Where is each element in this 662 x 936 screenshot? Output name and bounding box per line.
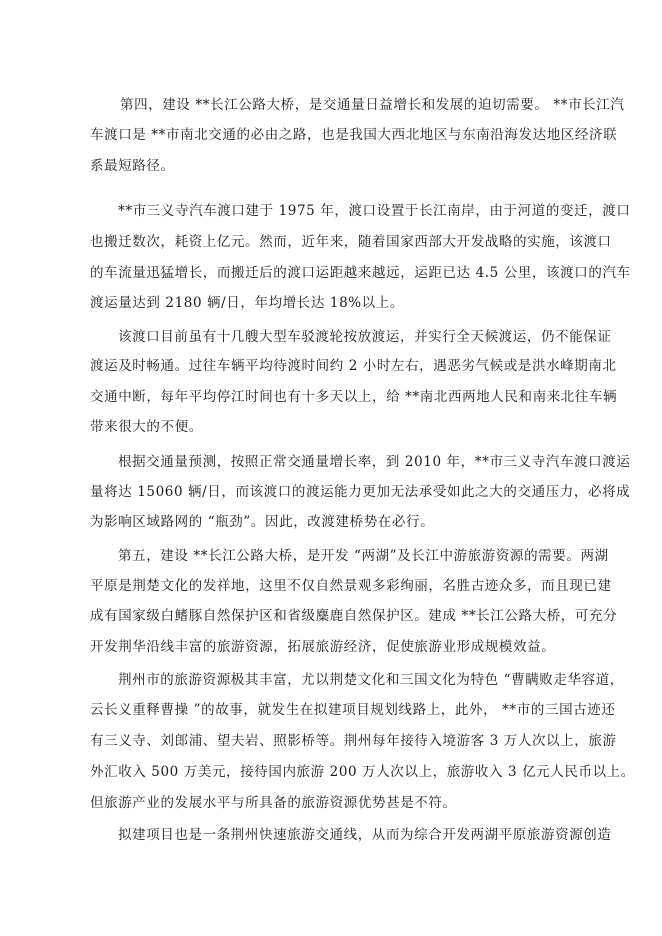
text-line: 该渡口目前虽有十几艘大型车驳渡轮按放渡运，并实行全天候渡运，仍不能保证 <box>118 329 612 345</box>
text-line: 外汇收入 500 万美元，接待国内旅游 200 万人次以上，旅游收入 3 亿元人民币以上。 <box>90 764 635 780</box>
text-line: 但旅游产业的发展水平与所具备的旅游资源优势甚是不符。 <box>90 795 457 811</box>
text-line: 渡运量达到 2180 辆/日，年均增长达 18%以上。 <box>90 295 404 311</box>
text-line: 第五，建设 **长江公路大桥，是开发 “两湖”及长江中游旅游资源的需要。两湖 <box>118 548 609 564</box>
text-line: 系最短路径。 <box>90 158 175 174</box>
text-line: 带来很大的不便。 <box>90 419 203 435</box>
text-line: 拟建项目也是一条荆州快速旅游交通线，从而为综合开发两湖平原旅游资源创造 <box>118 827 612 843</box>
text-line: 渡运及时畅通。过往车辆平均待渡时间约 2 小时左右，遇恶劣气候或是洪水峰期南北 <box>90 358 617 374</box>
text-line: 也搬迁数次，耗资上亿元。然而，近年来，随着国家西部大开发战略的实施，该渡口 <box>90 234 612 250</box>
text-line: 平原是荆楚文化的发祥地，这里不仅自然景观多彩绚丽，名胜古迹众多，而且现已建 <box>90 578 612 594</box>
text-line: 交通中断，每年平均停江时间也有十多天以上，给 **南北西两地人民和南来北往车辆 <box>90 389 618 405</box>
text-line: 车渡口是 **市南北交通的必由之路，也是我国大西北地区与东南沿海发达地区经济联 <box>90 127 618 143</box>
text-line: **市三义寺汽车渡口建于 1975 年，渡口设置于长江南岸，由于河道的变迁，渡口 <box>118 203 631 219</box>
text-line: 成有国家级白鳍豚自然保护区和省级麋鹿自然保护区。建成 **长江公路大桥，可充分 <box>90 608 618 624</box>
text-line: 有三义寺、刘郎浦、望夫岩、照影桥等。荆州每年接待入境游客 3 万人次以上，旅游 <box>90 733 617 749</box>
text-line: 第四，建设 **长江公路大桥，是交通量日益增长和发展的迫切需要。 **市长江汽 <box>120 97 625 113</box>
text-line: 的车流量迅猛增长，而搬迁后的渡口运距越来越远，运距已达 4.5 公里，该渡口的汽车 <box>90 265 631 281</box>
text-line: 为影响区域路网的 “瓶劲”。因此，改渡建桥势在必行。 <box>90 514 435 530</box>
text-line: 云长义重释曹操 ”的故事，就发生在拟建项目规划线路上，此外， **市的三国古迹还 <box>90 702 616 718</box>
text-line: 量将达 15060 辆/日，而该渡口的渡运能力更加无法承受如此之大的交通压力，必将成 <box>90 484 631 500</box>
text-line: 根据交通量预测，按照正常交通量增长率，到 2010 年，**市三义寺汽车渡口渡运 <box>118 454 631 470</box>
text-line: 荆州市的旅游资源极其丰富，尤以荆楚文化和三国文化为特色 “曹瞒败走华容道， <box>118 672 624 688</box>
text-line: 开发荆华沿线丰富的旅游资源，拓展旅游经济，促使旅游业形成规模效益。 <box>90 639 556 655</box>
